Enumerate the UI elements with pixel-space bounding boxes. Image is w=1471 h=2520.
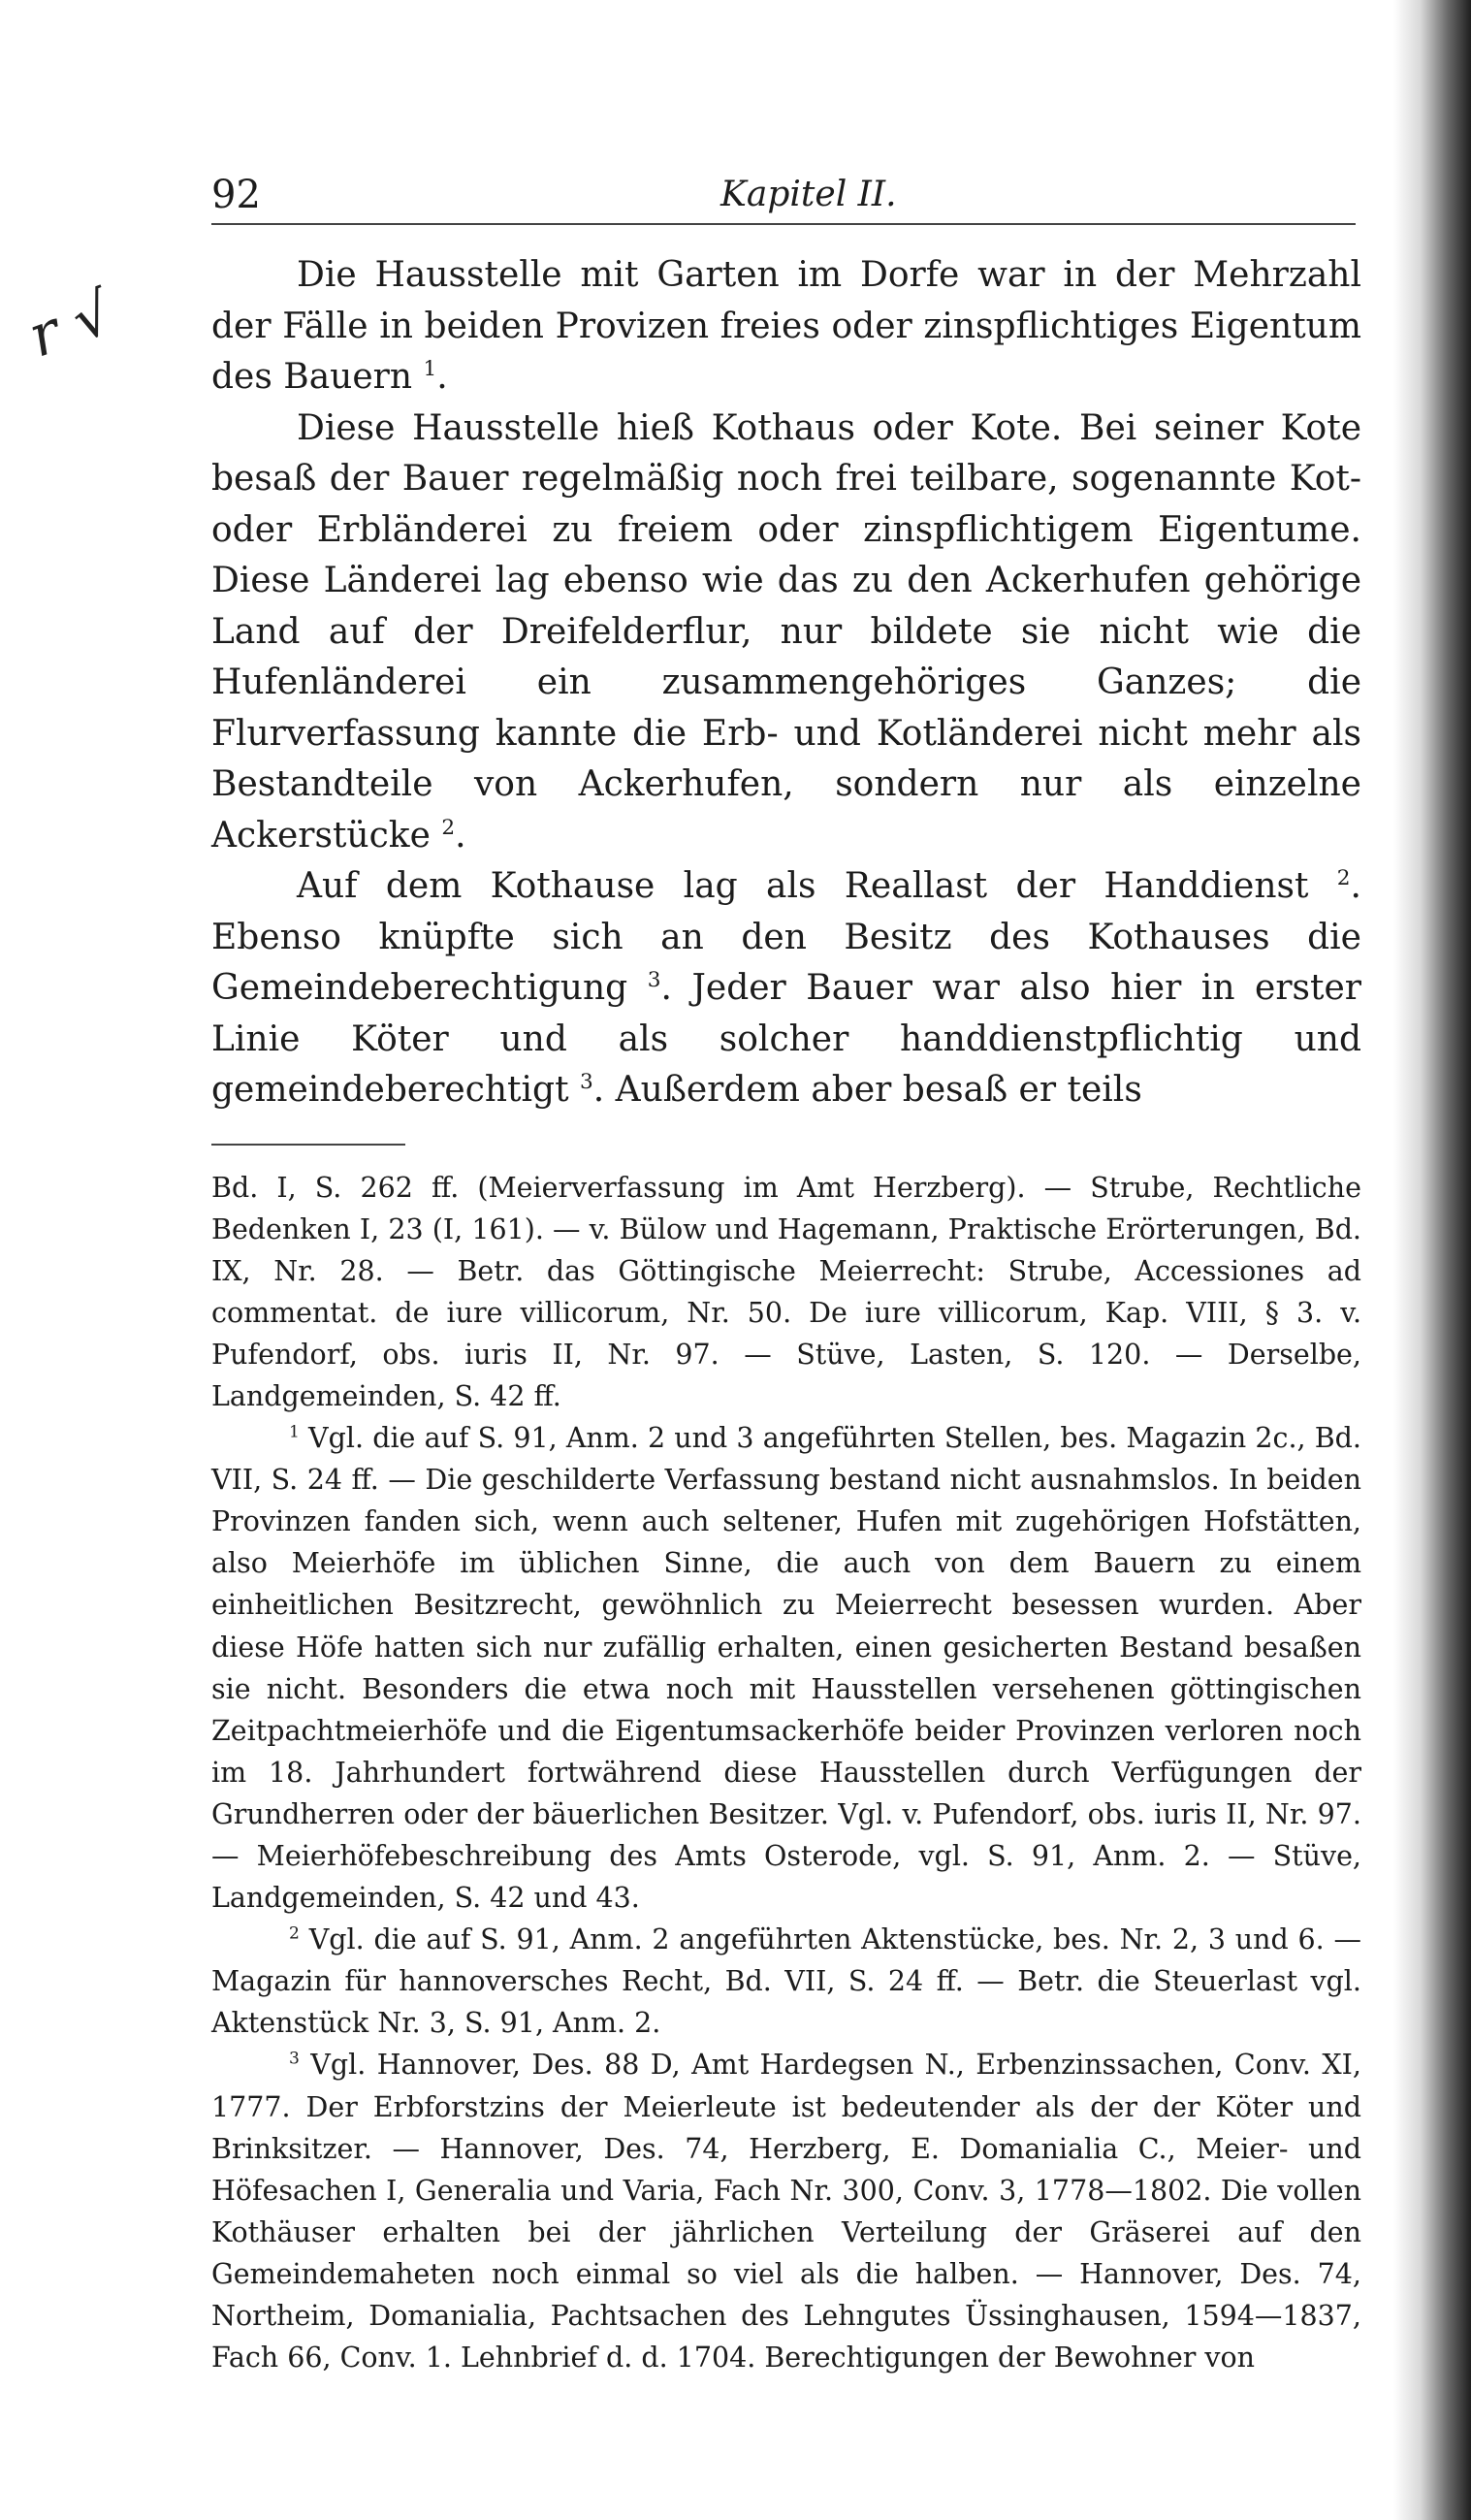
footnote-marker: 1 (289, 1422, 300, 1442)
paragraph-text: Diese Hausstelle hieß Kothaus oder Kote. Bei seiner Kote besaß der Bauer regelmäßig noch frei teilbare, sogenannte Kot- oder Erbländerei zu freiem oder zinspflichtigem Eigentume. Diese Länderei lag ebenso wie das zu den Ackerhufen gehörige Land auf der Dreifelderflur, nur bildete sie nicht wie die Hufenländerei ein zusammengehöriges Ganzes; die Flurverfassung kannte die Erb- und Kotländerei nicht mehr als Bestandteile von Ackerhufen, sondern nur als einzelne Ackerstücke (211, 407, 1361, 856)
header-rule (211, 223, 1356, 225)
paragraph: Die Hausstelle mit Garten im Dorfe war in der Mehrzahl der Fälle in beiden Provizen freies oder zinspflichtiges Eigentum des Bauern $^1$. (211, 255, 1361, 397)
page-body (211, 250, 1361, 2378)
page-edge-shadow (1393, 0, 1471, 2520)
footnote-ref: 3 (647, 968, 661, 992)
footnotes (211, 1167, 1361, 2379)
footnote (211, 1919, 1361, 2044)
footnote-rule (211, 1144, 405, 1146)
footnote-continuation (211, 1167, 1361, 1418)
footnote-marker: 2 (289, 1923, 300, 1944)
footnote-ref: 2 (1336, 866, 1351, 890)
paragraph: Auf dem Kothause lag als Reallast der Handdienst $^2$. Ebenso knüpfte sich an den Besitz des Kothauses die Gemeindeberechtigung $^3$. Jeder Bauer war also hier in erster Linie Köter und als solcher handdienstpflichtig und gemeindeberechtigt $^3$. Außerdem aber besaß er teils (211, 866, 1361, 1110)
footnote-text: Vgl. Hannover, Des. 88 D, Amt Hardegsen N., Erbenzinssachen, Conv. XI, 1777. Der Erbforstzins der Meierleute ist bedeutender als der der Köter und Brinksitzer. — Hannover, Des. 74, Herzberg, E. Domanialia C., Meier- und Höfesachen I, Generalia und Varia, Fach Nr. 300, Conv. 3, 1778—1802. Die vollen Kothäuser erhalten bei der jährlichen Verteilung der Gräserei auf den Gemeindemaheten noch einmal so viel als die halben. — Hannover, Des. 74, Northeim, Domanialia, Pachtsachen des Lehngutes Üssinghausen, 1594—1837, Fach 66, Conv. 1. Lehnbrief d. d. 1704. Berechtigungen der Bewohner von (211, 2049, 1361, 2375)
paragraph-text: Jeder Bauer war also hier in erster Linie Köter und als solcher handdienstpflichtig und gemeindeberechtigt (211, 968, 1361, 1110)
footnote-ref: 1 (423, 357, 437, 381)
paragraph-text: Außerdem aber besaß er teils (615, 1070, 1142, 1110)
footnote (211, 1417, 1361, 1919)
paragraph: Diese Hausstelle hieß Kothaus oder Kote. Bei seiner Kote besaß der Bauer regelmäßig noch frei teilbare, sogenannte Kot- oder Erbländerei zu freiem oder zinspflichtigem Eigentume. Diese Länderei lag ebenso wie das zu den Ackerhufen gehörige Land auf der Dreifelderflur, nur bildete sie nicht wie die Hufenländerei ein zusammengehöriges Ganzes; die Flurverfassung kannte die Erb- und Kotländerei nicht mehr als Bestandteile von Ackerhufen, sondern nur als einzelne Ackerstücke $^2$. (211, 407, 1361, 856)
footnote-text: Vgl. die auf S. 91, Anm. 2 angeführten Aktenstücke, bes. Nr. 2, 3 und 6. — Magazin für hannoversches Recht, Bd. VII, S. 24 ff. — Betr. die Steuerlast vgl. Aktenstück Nr. 3, S. 91, Anm. 2. (211, 1923, 1361, 2040)
footnote-text: Bd. I, S. 262 ff. (Meierverfassung im Amt Herzberg). — Strube, Rechtliche Bedenken I, 23 (I, 161). — v. Bülow und Hagemann, Praktische Erörterungen, Bd. IX, Nr. 28. — Betr. das Göttingische Meierrecht: Strube, Accessiones ad commentat. de iure villicorum, Nr. 50. De iure villicorum, Kap. VIII, § 3. v. Pufendorf, obs. iuris II, Nr. 97. — Stüve, Lasten, S. 120. — Derselbe, Landgemeinden, S. 42 ff. (211, 1171, 1361, 1412)
footnote-ref: 2 (441, 815, 456, 840)
paragraph-text: Ebenso knüpfte sich an den Besitz des Kothauses die Gemeindeberechtigung (211, 917, 1361, 1008)
running-title: Kapitel II. (720, 175, 897, 214)
margin-annotation: r √ (19, 278, 122, 372)
page-header (211, 169, 1356, 227)
footnote-text: Vgl. die auf S. 91, Anm. 2 und 3 angeführten Stellen, bes. Magazin 2c., Bd. VII, S. 24 ff. — Die geschilderte Verfassung bestand nicht ausnahmslos. In beiden Provinzen fanden sich, wenn auch seltener, Hufen mit zugehörigen Hofstätten, also Meierhöfe im üblichen Sinne, die auch von dem Bauern zu einem einheitlichen Besitzrecht, gewöhnlich zu Meierrecht besessen wurden. Aber diese Höfe hatten sich nur zufällig erhalten, einen gesicherten Bestand besaßen sie nicht. Besonders die etwa noch mit Hausstellen versehenen göttingischen Zeitpachtmeierhöfe und die Eigentumsackerhöfe beider Provinzen verloren noch im 18. Jahrhundert fortwährend diese Hausstellen durch Verfügungen der Grundherren oder der bäuerlichen Besitzer. Vgl. v. Pufendorf, obs. iuris II, Nr. 97. — Meierhöfebeschreibung des Amts Osterode, vgl. S. 91, Anm. 2. — Stüve, Landgemeinden, S. 42 und 43. (211, 1422, 1361, 1915)
page-number: 92 (211, 173, 261, 217)
footnote-marker: 3 (289, 2049, 300, 2069)
paragraph-text: Auf dem Kothause lag als Reallast der Handdienst (297, 866, 1309, 906)
paragraph-text: Die Hausstelle mit Garten im Dorfe war in der Mehrzahl der Fälle in beiden Provizen freies oder zinspflichtiges Eigentum des Bauern (211, 255, 1361, 397)
footnote (211, 2044, 1361, 2378)
footnote-ref: 3 (580, 1070, 593, 1094)
